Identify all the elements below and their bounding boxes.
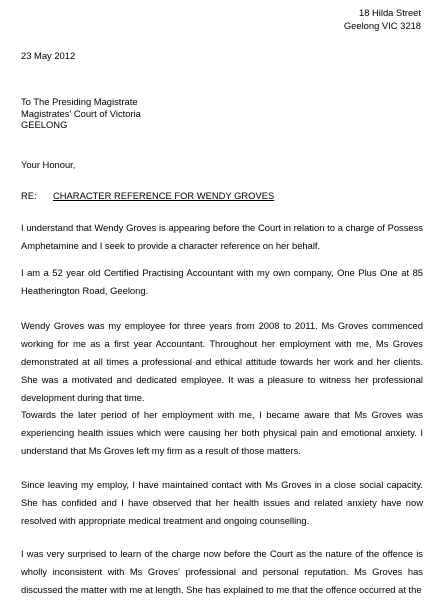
sender-address (344, 7, 421, 32)
subject-text: CHARACTER REFERENCE FOR WENDY GROVES (53, 190, 275, 201)
body-paragraph: I am a 52 year old Certified Practising Accountant with my own company, One Plus One at 85 Heatherington Road, Geelong. (21, 267, 423, 296)
recipient-address (21, 96, 141, 131)
recipient-line-3: GEELONG (21, 119, 68, 130)
body-paragraph: I was very surprised to learn of the charge now before the Court as the nature of the offence is wholly inconsistent with Ms Groves' professional and personal reputation. Ms Groves has discussed the matter with me at length. She has explained to me that the offence occurred at the (21, 548, 423, 595)
recipient-line-2: Magistrates' Court of Victoria (21, 107, 141, 119)
subject-label: RE: (21, 190, 37, 201)
body-paragraph: Since leaving my employ, I have maintained contact with Ms Groves in a close social capacity. She has confided and I have observed that her health issues and related anxiety have now resolved with appropriate medical treatment and ongoing counselling. (21, 479, 423, 526)
body-paragraph: Wendy Groves was my employee for three years from 2008 to 2011. Ms Groves commenced working for me as a first year Accountant. Throughout her employment with me, Ms Groves demonstrated at all times a professional and ethical attitude towards her work and her clients. She was a motivated and dedicated employee. It was a pleasure to witness her professional development during that time. (21, 320, 423, 403)
body-paragraph: I understand that Wendy Groves is appearing before the Court in relation to a charge of Possess Amphetamine and I seek to provide a character reference on her behalf. (21, 222, 423, 251)
sender-city: Geelong VIC 3218 (343, 19, 421, 31)
subject-line (21, 190, 274, 202)
recipient-line-1: To The Presiding Magistrate (21, 96, 138, 107)
salutation: Your Honour, (21, 159, 76, 170)
letter-date: 23 May 2012 (21, 50, 76, 61)
sender-street: 18 Hilda Street (358, 7, 421, 18)
body-paragraph: Towards the later period of her employment with me, I became aware that Ms Groves was experiencing health issues which were causing her both physical pain and emotional anxiety. I understand that Ms Groves left my firm as a result of those matters. (21, 409, 423, 456)
